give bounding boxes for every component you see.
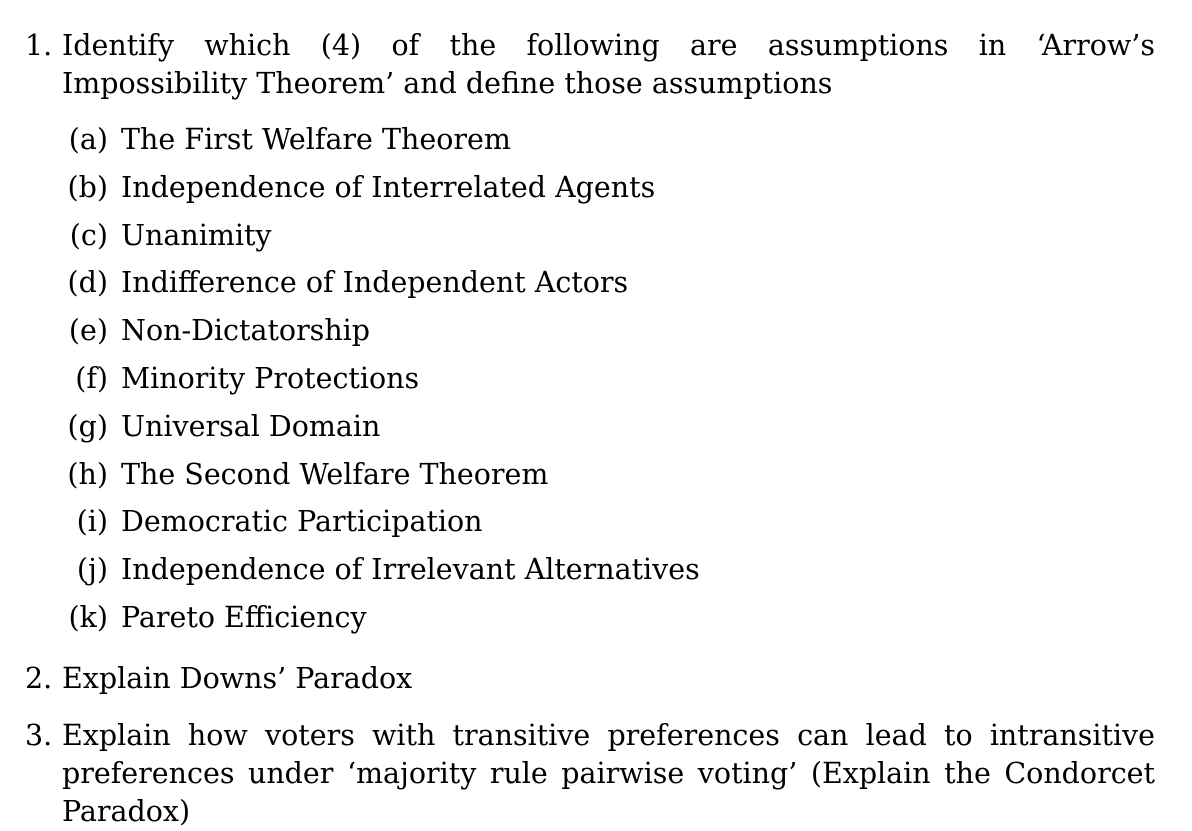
question-number: 3.	[25, 719, 53, 752]
option-label: Indifference of Independent Actors	[121, 266, 629, 300]
option-label: Universal Domain	[121, 409, 381, 443]
option-label: Democratic Participation	[121, 505, 483, 539]
question-3	[25, 717, 1155, 831]
option-marker: (i)	[76, 505, 108, 539]
option-marker: (f)	[75, 361, 108, 395]
option-label: The First Welfare Theorem	[121, 123, 511, 156]
option-label: Non-Dictatorship	[121, 314, 371, 348]
option-marker: (e)	[68, 314, 108, 348]
option-marker: (a)	[68, 123, 108, 156]
question-text: Explain Downs’ Paradox	[62, 662, 413, 695]
option-marker: (g)	[67, 409, 108, 443]
question-text: Identify which (4) of the following are assumptions in ‘Arrow’s Impossibility Theorem’ and define those assumptions	[62, 29, 1155, 100]
question-2	[25, 660, 1155, 698]
question-number: 2.	[25, 662, 53, 695]
option-label: Independence of Interrelated Agents	[121, 170, 656, 204]
option-marker: (b)	[67, 170, 108, 204]
option-marker: (j)	[76, 553, 108, 587]
option-label: Pareto Efficiency	[121, 600, 367, 634]
question-number: 1.	[25, 29, 53, 62]
option-marker: (k)	[68, 600, 108, 634]
option-label: Independence of Irrelevant Alternatives	[121, 553, 700, 587]
question-1	[25, 27, 1155, 103]
option-marker: (d)	[67, 266, 108, 300]
option-label: Unanimity	[121, 218, 272, 252]
question-text: Explain how voters with transitive preferences can lead to intransitive preferences under ‘majority rule pairwise voting’ (Explain the Condorcet Paradox)	[62, 719, 1155, 828]
option-label: The Second Welfare Theorem	[121, 457, 549, 491]
option-marker: (c)	[69, 218, 108, 252]
option-marker: (h)	[67, 457, 108, 491]
option-label: Minority Protections	[121, 361, 420, 395]
